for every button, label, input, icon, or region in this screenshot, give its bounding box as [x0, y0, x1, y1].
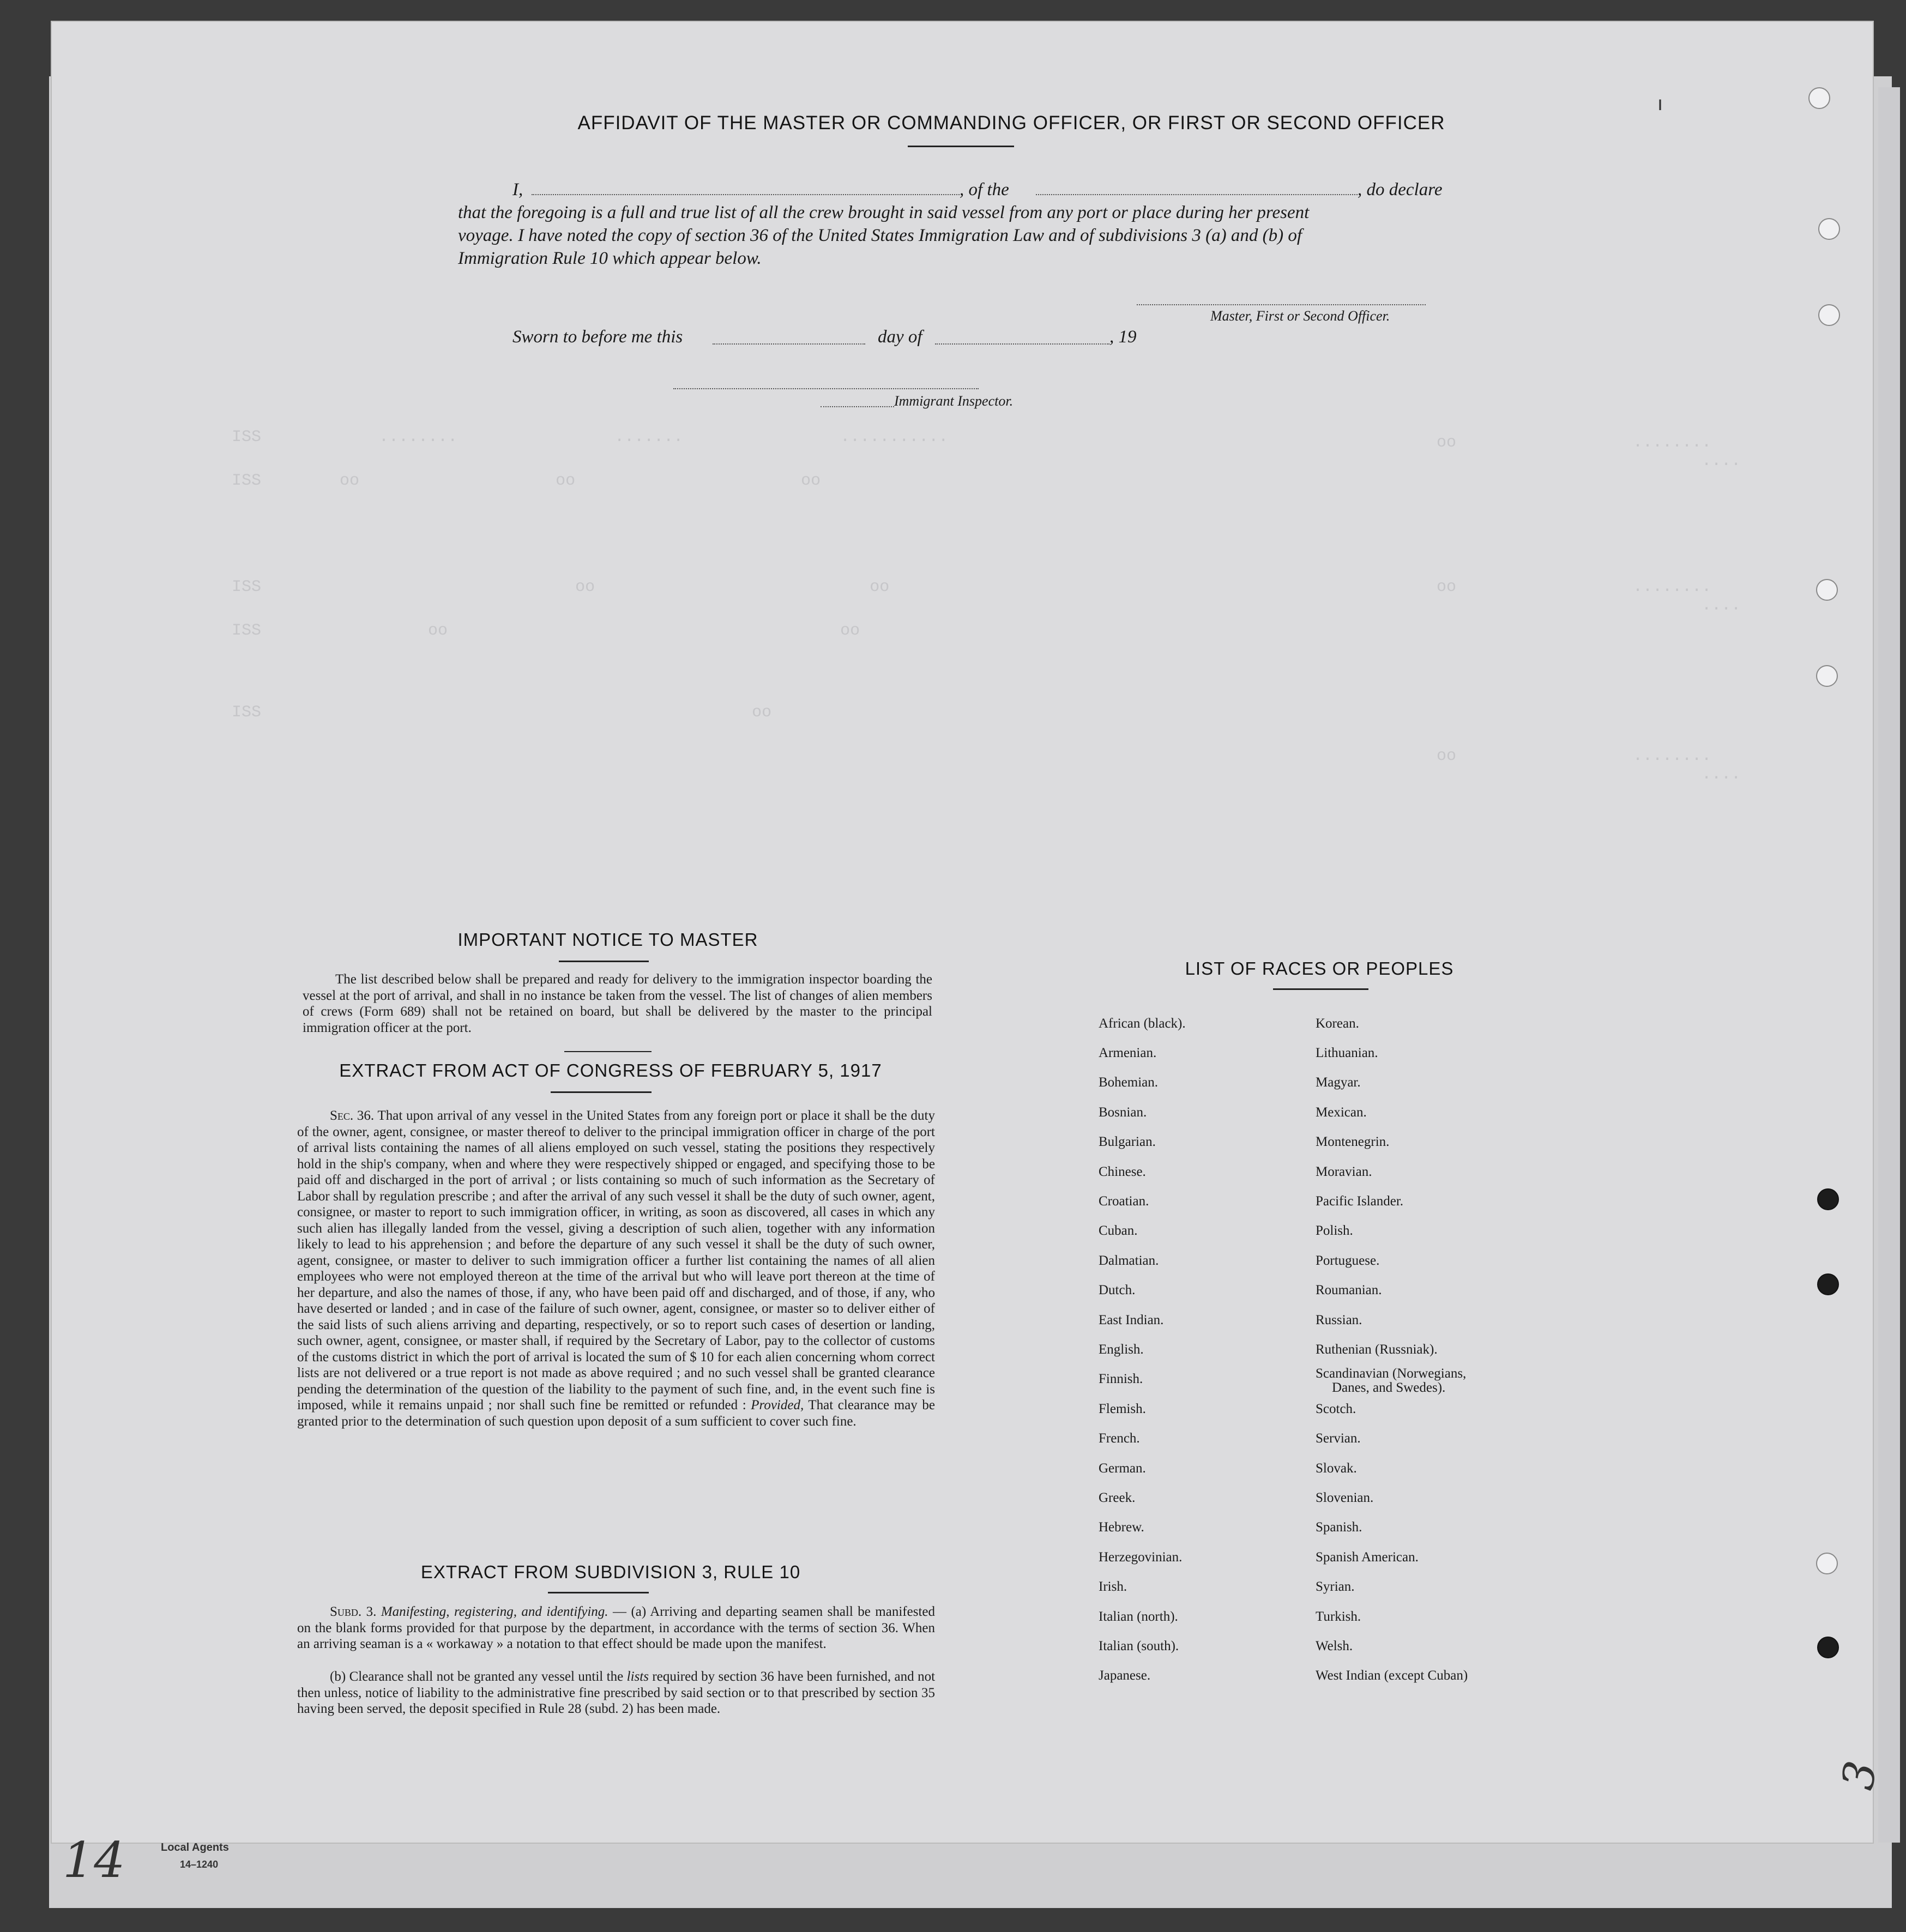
inspector-signature-label: Immigrant Inspector. — [894, 393, 1014, 409]
notice-rule — [564, 1051, 652, 1052]
race-item: Dalmatian. — [1099, 1253, 1159, 1268]
handwritten-page-number-right: 3 — [1832, 1757, 1887, 1794]
race-item: Ruthenian (Russniak). — [1316, 1342, 1438, 1357]
race-item: Italian (south). — [1099, 1639, 1179, 1653]
race-item: Polish. — [1316, 1223, 1353, 1238]
race-item: English. — [1099, 1342, 1144, 1357]
race-item: Scandinavian (Norwegians, — [1316, 1366, 1467, 1381]
race-item: Armenian. — [1099, 1046, 1157, 1060]
race-item: Spanish American. — [1316, 1550, 1419, 1565]
race-item: Servian. — [1316, 1431, 1361, 1446]
races-title: LIST OF RACES OR PEOPLES — [1185, 958, 1454, 979]
race-item: Spanish. — [1316, 1520, 1362, 1535]
affidavit-line-4: Immigration Rule 10 which appear below. — [458, 249, 762, 268]
sworn-day-field[interactable] — [713, 343, 865, 345]
ink-mark-icon: ı — [1657, 93, 1663, 115]
race-item: Irish. — [1099, 1579, 1127, 1594]
race-item: Japanese. — [1099, 1668, 1151, 1683]
vessel-field[interactable] — [1036, 194, 1358, 195]
punch-hole-icon — [1808, 87, 1830, 109]
race-item: Dutch. — [1099, 1283, 1136, 1297]
punch-hole-icon — [1816, 1553, 1838, 1574]
affidavit-of-the: , of the — [960, 180, 1009, 200]
race-item: German. — [1099, 1461, 1146, 1476]
race-item: Croatian. — [1099, 1194, 1149, 1209]
race-item: Hebrew. — [1099, 1520, 1144, 1535]
page-edge — [1878, 87, 1900, 1843]
subd-label: Subd. 3. — [330, 1604, 377, 1619]
affidavit-i: I, — [512, 180, 523, 200]
punch-hole-icon — [1816, 665, 1838, 687]
punch-hole-icon — [1817, 1188, 1839, 1210]
year-label: , 19 — [1109, 327, 1137, 347]
subd-heading: Manifesting, registering, and identifying. — [381, 1604, 608, 1619]
race-item: Cuban. — [1099, 1223, 1138, 1238]
race-item: Moravian. — [1316, 1164, 1372, 1179]
handwritten-page-number-left: 14 — [63, 1832, 125, 1889]
provided-word: Provided, — [751, 1398, 804, 1412]
notice-body: The list described below shall be prepared and ready for delivery to the immigration inspector boarding the vessel at the port of arrival, and shall in no instance be taken from the vessel. The list of changes of alien members of crews (Form 689) shall not be retained on board, but shall be delivered by the master to the principal immigration officer at the port. — [303, 972, 932, 1035]
race-item: Korean. — [1316, 1016, 1359, 1031]
subd-b-text-2: required by section 36 have been furnished, and not then unless, notice of liability to the administrative fine prescribed by said section or to that prescribed by section 35 having been served, the deposit specified in Rule 28 (subd. 2) has been made. — [297, 1669, 936, 1716]
race-item: Flemish. — [1099, 1402, 1146, 1416]
race-item: Chinese. — [1099, 1164, 1146, 1179]
race-item: Scotch. — [1316, 1402, 1356, 1416]
act-title: EXTRACT FROM ACT OF CONGRESS OF FEBRUARY 5, 1917 — [339, 1060, 882, 1080]
race-item: Pacific Islander. — [1316, 1194, 1404, 1209]
race-item: African (black). — [1099, 1016, 1186, 1031]
race-item: Bohemian. — [1099, 1075, 1159, 1090]
act-title-rule — [551, 1091, 652, 1093]
sec-body: That upon arrival of any vessel in the United States from any foreign port or place it shall be the duty of the owner, agent, consignee, or master thereof to deliver to the principal immigration officer in charge of the port of arrival lists containing the names of all aliens employed on such vessel, stating the positions they respectively hold in the ship's company, when and where they were respectively shipped or engaged, and specifying those to be paid off and discharged in the port of arrival ; or lists containing so much of such information as the Secretary of Labor shall by regulation prescribe ; and after the arrival of any such vessel it shall be the duty of such owner, agent, consignee, or master to report to such immigration officer, in writing, as soon as discovered, all cases in which any such alien has illegally landed from the vessel, giving a description of such alien, together with any information likely to lead to his apprehension ; and before the departure of any such vessel it shall be the duty of such owner, agent, consignee, or master to deliver to such immigration officer a further list containing the names of all alien employees who were not employed thereon at the time of the arrival but who will leave port thereon at the time of her departure, and also the names of those, if any, who have been paid off and discharged, and of those, if any, who have deserted or landed ; and in case of the failure of such owner, agent, consignee, or master so to deliver either of the said lists of such aliens arriving and departing, respectively, or so to report such cases of desertion or landing, such owner, agent, consignee, or master shall, if required by the Secretary of Labor, pay to the collector of customs of the customs district in which the port of arrival is located the sum of $ 10 for each alien concerning whom correct lists are not delivered or a true report is not made as above required ; and no such vessel shall be granted clearance pending the determination of the question of the liability to the payment of such fine, and, in the event such fine is imposed, while it remains unpaid ; nor shall such fine be remitted or refunded : — [297, 1108, 935, 1412]
race-item: Montenegrin. — [1316, 1134, 1390, 1149]
race-item: Russian. — [1316, 1313, 1362, 1327]
race-item: West Indian (except Cuban) — [1316, 1668, 1468, 1683]
race-item: Turkish. — [1316, 1609, 1361, 1624]
sec-body-end: That clearance may be granted prior to the determination of such question upon deposit of a sum sufficient to cover such fine. — [297, 1398, 935, 1429]
master-signature-line[interactable] — [1137, 304, 1426, 305]
punch-hole-icon — [1816, 579, 1838, 601]
form-number: 14–1240 — [180, 1859, 219, 1870]
form-page: ISS ........ ....... ........... ISS oo oo oo ISS oo oo ISS oo oo ISS oo oo ........ .... oo ........ .... oo ........ .... AFFIDAVIT OF THE MASTER OR COMMANDING OFFICER, OR FIRST OR SECOND OFFICER I, , of the , do declare that the foregoing is a full and true list of all the crew brought in said vessel from any port or place during her present voyage. I have noted the copy of section 36 of the United States Immigration Law and of subdivisions 3 (a) and (b) of Immigration Rule 10 which appear below. Master, First or Second Officer. Sworn to before me this day of , 19 Immigrant Inspector. IMPORTANT NOTICE TO MASTER The list described below shall be prepared and ready for delivery to the immigration inspector boarding the vessel at the port of arrival, and shall in no instance be taken from the vessel. The list of changes of alien members of crews (Form 689) shall not be retained on board, but shall be delivered by the master to the principal immigration officer at the port. EXTRACT FROM ACT OF CONGRESS OF FEBRUARY 5, 1917 Sec. 36. That upon arrival of any vessel in the United States from any foreign port or place it shall be the duty of the owner, agent, consignee, or master thereof to deliver to the principal immigration officer in charge of the port of arrival lists containing the names of all aliens employed on such vessel, stating the positions they respectively hold in the ship's company, when and where they were respectively shipped or engaged, and specifying those to be paid off and discharged in the port of arrival ; or lists containing so much of such information as the Secretary of Labor shall by regulation prescribe ; and after the arrival of any such vessel it shall be the duty of such owner, agent, consignee, or master to report to such immigration officer, in writing, as soon as discovered, all cases in which any such alien has illegally landed from the vessel, giving a description of such alien, together with any information likely to lead to his apprehension ; and before the departure of any such vessel it shall be the duty of such owner, agent, consignee, or master to deliver to such immigration officer a further list containing the names of all alien employees who were not employed thereon at the time of the arrival but who will leave port thereon at the time of her departure, and also the names of those, if any, who have been paid off and discharged, and of those, if any, who have deserted or landed ; and in case of the failure of such owner, agent, consignee, or master so to deliver either of the said lists of such aliens arriving and departing, respectively, or so to report such cases of desertion or landing, such owner, agent, consignee, or master shall, if required by the Secretary of Labor, pay to the collector of customs of the customs district in which the port of arrival is located the sum of $ 10 for each alien concerning whom correct lists are not delivered or a true report is not made as above required ; and no such vessel shall be granted clearance pending the determination of the question of the liability to the payment of such fine, and, in the event such fine is imposed, while it remains unpaid ; nor shall such fine be remitted or refunded : Provided, That clearance may be granted prior to the determination of such question upon deposit of a sum sufficient to cover such fine. EXTRACT FROM SUBDIVISION 3, RULE 10 Subd. 3. Manifesting, registering, and identifying. — (a) Arriving and departing seamen shall be manifested on the blank forms provided for that purpose by the department, in accordance with the terms of section 36. When an arriving seaman is a « workaway » a notation to that effect should be made upon the manifest. (b) Clearance shall not be granted any vessel until the lists required by section 36 have been furnished, and not then unless, notice of liability to the administrative fine prescribed by said section or to that prescribed by section 35 having been served, the deposit specified in Rule 28 (subd. 2) has been made. LIST OF RACES OR PEOPLES African (black). Armenian. Bohemian. Bosnian. Bulgarian. Chinese. Croatian. Cuban. Dalmatian. Dutch. East Indian. English. Finnish. Flemish. French. German. Greek. Hebrew. Herzegovinian. Irish. Italian (north). Italian (south). Japanese. Korean. Lithuanian. Magyar. Mexican. Montenegrin. Moravian. Pacific Islander. Polish. Portuguese. Roumanian. Russian. Ruthenian (Russniak). Scandinavian (Norwegians, Danes, and Swedes). Scotch. Servian. Slovak. Slovenian. Spanish. Spanish American. Syrian. Turkish. Welsh. West Indian (except Cuban) ı — [52, 22, 1873, 1843]
sec-label: Sec. 36. — [330, 1108, 375, 1123]
affidavit-declare: , do declare — [1358, 180, 1443, 200]
race-item: Bulgarian. — [1099, 1134, 1156, 1149]
affidavit-line-2: that the foregoing is a full and true list of all the crew brought in said vessel from any port or place during her present — [458, 203, 1310, 222]
race-item: Mexican. — [1316, 1105, 1367, 1120]
punch-hole-icon — [1818, 218, 1840, 240]
master-signature-label: Master, First or Second Officer. — [1210, 308, 1390, 324]
subd-b-text-1: (b) Clearance shall not be granted any vessel until the — [330, 1669, 624, 1684]
affidavit-line-3: voyage. I have noted the copy of section 36 of the United States Immigration Law and of subdivisions 3 (a) and (b) of — [458, 226, 1302, 245]
race-item: Lithuanian. — [1316, 1046, 1378, 1060]
rule-body-b — [297, 1669, 935, 1717]
race-item: Italian (north). — [1099, 1609, 1178, 1624]
rule-body-a — [297, 1604, 935, 1652]
notice-title: IMPORTANT NOTICE TO MASTER — [457, 929, 758, 950]
punch-hole-icon — [1817, 1637, 1839, 1658]
rule-title-rule — [548, 1592, 649, 1593]
notice-title-rule — [559, 961, 649, 962]
race-item: Roumanian. — [1316, 1283, 1382, 1297]
act-body — [297, 1108, 935, 1429]
race-item: Slovenian. — [1316, 1490, 1374, 1505]
race-item: Herzegovinian. — [1099, 1550, 1183, 1565]
punch-hole-icon — [1817, 1273, 1839, 1295]
race-item: East Indian. — [1099, 1313, 1164, 1327]
race-item: Bosnian. — [1099, 1105, 1147, 1120]
race-item: Syrian. — [1316, 1579, 1355, 1594]
race-item: Welsh. — [1316, 1639, 1353, 1653]
races-title-rule — [1273, 988, 1368, 990]
race-item: French. — [1099, 1431, 1140, 1446]
race-item: Finnish. — [1099, 1372, 1143, 1386]
race-item: Portuguese. — [1316, 1253, 1380, 1268]
affidavit-title: AFFIDAVIT OF THE MASTER OR COMMANDING OFFICER, OR FIRST OR SECOND OFFICER — [577, 112, 1445, 134]
subd-b-lists: lists — [626, 1669, 649, 1684]
race-item-continued: Danes, and Swedes). — [1332, 1380, 1446, 1395]
race-item: Slovak. — [1316, 1461, 1357, 1476]
day-of-label: day of — [878, 327, 922, 347]
sworn-label: Sworn to before me this — [512, 327, 683, 347]
race-item: Greek. — [1099, 1490, 1136, 1505]
local-agents-label: Local Agents — [161, 1842, 229, 1853]
sworn-month-field[interactable] — [935, 343, 1109, 345]
subd-a-text: — (a) Arriving and departing seamen shall be manifested on the blank forms provided for that purpose by the department, in accordance with the terms of section 36. When an arriving seaman is a « workaway » a notation to that effect should be made upon the manifest. — [297, 1604, 935, 1651]
punch-hole-icon — [1818, 304, 1840, 326]
inspector-signature-line-2[interactable] — [821, 406, 894, 407]
affidavit-title-rule — [908, 146, 1014, 147]
name-field[interactable] — [532, 194, 960, 195]
rule-title: EXTRACT FROM SUBDIVISION 3, RULE 10 — [420, 1562, 801, 1582]
inspector-signature-line[interactable] — [673, 388, 979, 389]
race-item: Magyar. — [1316, 1075, 1361, 1090]
